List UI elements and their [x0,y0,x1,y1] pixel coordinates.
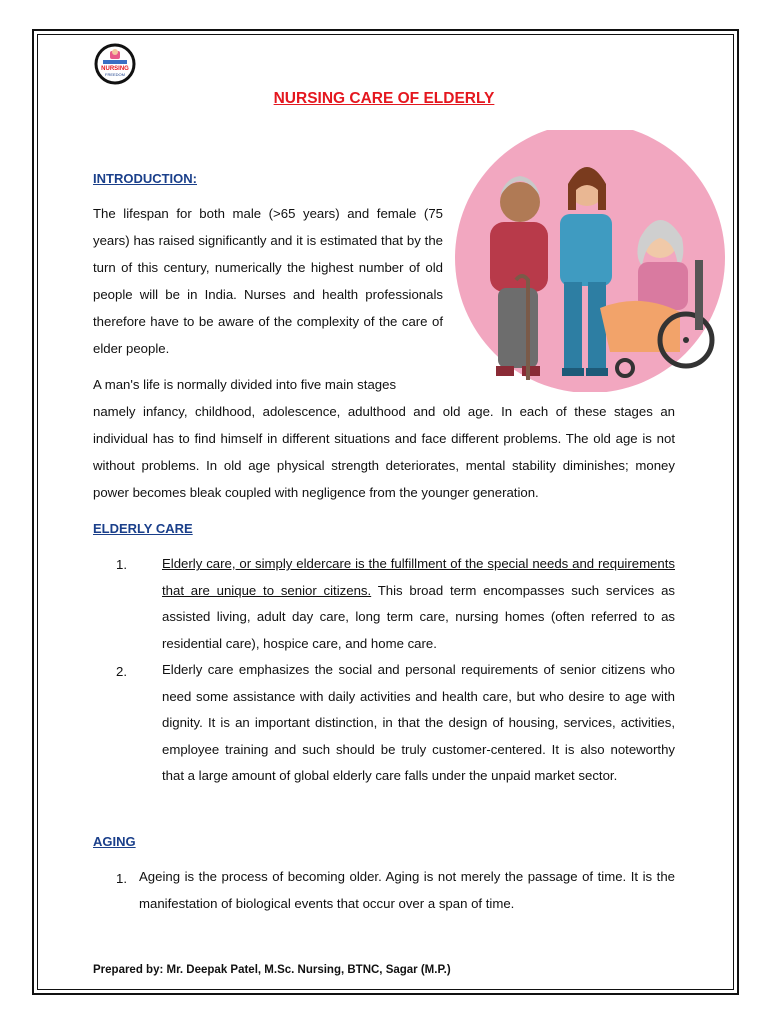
list-item-text: This broad term encompasses such services as assisted living, adult day care, long term care, nursing homes (often referred to as residential care), hospice care, and home care. [162,582,675,651]
introduction-paragraph-2: namely infancy, childhood, adolescence, adulthood and old age. In each of these stages an individual has to find himself in different situations and face different problems. The old age is not without problems. In old age physical strength deteriorates, mental stability diminishes; money power becomes bleak coupled with negligence from the younger generation. [93,404,675,500]
list-item-number: 2. [116,664,127,679]
list-item-text: Ageing is the process of becoming older. Aging is not merely the passage of time. It is the manifestation of biological events that occur over a span of time. [139,869,675,911]
svg-text:FREEDOM: FREEDOM [105,72,125,77]
nursing-logo [93,43,137,85]
list-item-number: 1. [116,871,127,886]
list-item [162,551,675,657]
list-item-number: 1. [116,557,127,572]
page-title: NURSING CARE OF ELDERLY [273,90,495,107]
list-item-underlined-text: Elderly care, or simply eldercare is the fulfillment of the special needs and requirements that are unique to senior citizens. [162,556,675,598]
introduction-paragraph: The lifespan for both male (>65 years) and female (75 years) has raised significantly and it is estimated that by the turn of this century, numerically the highest number of old people will be in India. Nurses and health professionals therefore have to be aware of the complexity of the care of elder people. [93,206,443,356]
introduction-heading: INTRODUCTION: [93,171,197,186]
elderly-care-illustration [450,130,732,392]
aging-heading: AGING [93,834,136,849]
footer-author: Prepared by: Mr. Deepak Patel, M.Sc. Nursing, BTNC, Sagar (M.P.) [93,964,451,976]
introduction-paragraph-2-start: A man's life is normally divided into five main stages [93,377,397,392]
list-item-text: Elderly care emphasizes the social and personal requirements of senior citizens who need some assistance with daily activities and health care, but who desire to age with dignity. It is an important distinction, in that the design of housing, services, activities, employee training and such should be truly customer-centered. It is also noteworthy that a large amount of global elderly care falls under the unpaid market sector. [162,662,675,783]
svg-text:NURSING: NURSING [101,66,129,72]
elderly-care-heading: ELDERLY CARE [93,521,193,536]
